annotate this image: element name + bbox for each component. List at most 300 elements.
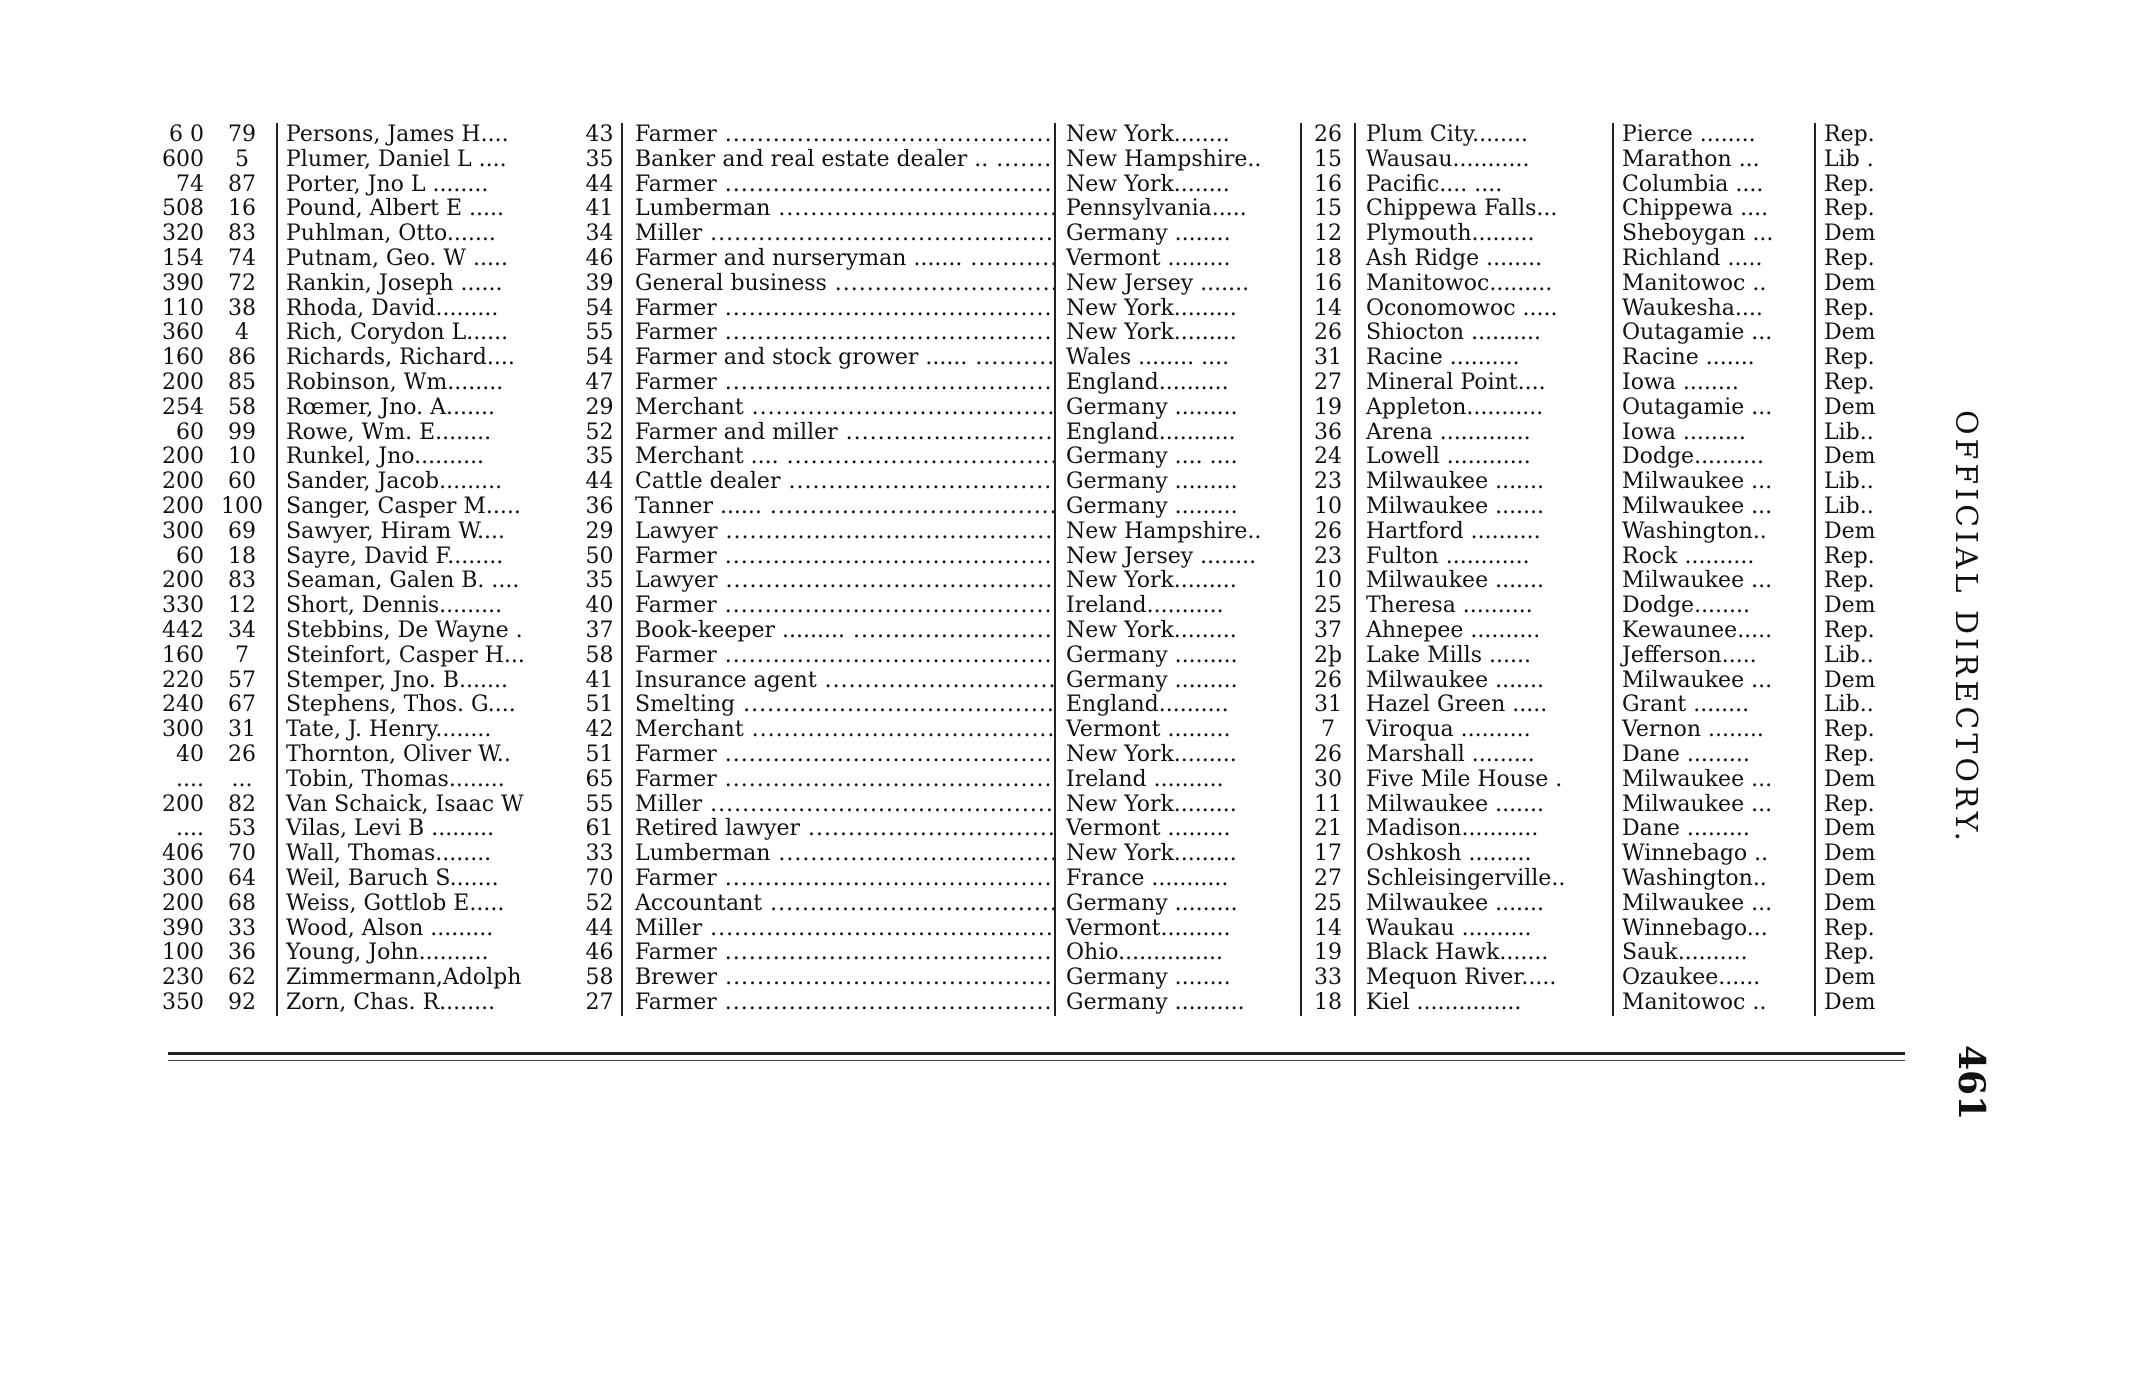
acres-cell: 200 [162,891,204,916]
politics-cell: Lib.. [1824,643,1874,668]
table-row [160,197,1905,222]
table-row [160,743,1905,768]
born-cell: New Hampshire.. [1056,148,1302,173]
name-cell: Van Schaick, Isaac W [286,792,524,817]
name-cell: Stemper, Jno. B....... [286,668,508,693]
born-cell: New York......... [1056,321,1302,346]
born-cell: Vermont.......... [1056,917,1302,942]
years-cell: 31 [1302,693,1356,718]
years-cell: 37 [1302,619,1356,644]
county-cell: Dane ......... [1614,817,1816,842]
years-cell: 19 [1302,396,1356,421]
acres-cell: 406 [162,842,204,867]
occupation-cell: Farmer ..... [623,297,1056,322]
table-row [160,247,1905,272]
name-cell: Thornton, Oliver W.. [286,742,511,767]
name-cell: Richards, Richard.... [286,346,515,371]
table-row [160,793,1905,818]
post-office-cell: Ahnepee .......... [1356,619,1614,644]
name-cell: Rœmer, Jno. A....... [286,395,495,420]
age-cell: 34 [578,222,623,247]
age-cell: 51 [578,743,623,768]
acres-cell: 360 [162,321,204,346]
county-cell: Rock .......... [1614,545,1816,570]
post-office-cell: Oconomowoc ..... [1356,297,1614,322]
acres-cell: 508 [162,197,204,222]
age-cell: 55 [578,321,623,346]
occupation-cell: Cattle dealer ..... [623,470,1056,495]
politics-cell: Lib.. [1824,693,1874,718]
post-office-cell: Hartford .......... [1356,520,1614,545]
county-cell: Milwaukee ... [1614,669,1816,694]
born-cell: Ireland........... [1056,594,1302,619]
age-cell: 52 [578,421,623,446]
county-cell: Dodge.......... [1614,445,1816,470]
acres-cell: .... [176,767,204,792]
residence-cell: 92 [208,991,278,1016]
age-cell: 54 [578,297,623,322]
born-cell: England........... [1056,421,1302,446]
occupation-cell: Farmer ..... [623,173,1056,198]
politics-cell: Rep. [1824,246,1875,271]
post-office-cell: Hazel Green ..... [1356,693,1614,718]
occupation-cell: Farmer ..... [623,867,1056,892]
name-cell: Plumer, Daniel L .... [286,147,507,172]
bottom-rule-thin [168,1060,1905,1061]
residence-cell: 4 [208,321,278,346]
years-cell: 26 [1302,321,1356,346]
occupation-cell: Merchant ..... [623,396,1056,421]
post-office-cell: Wausau........... [1356,148,1614,173]
residence-cell: 85 [208,371,278,396]
occupation-cell: Farmer ..... [623,594,1056,619]
post-office-cell: Waukau .......... [1356,917,1614,942]
residence-cell: 34 [208,619,278,644]
acres-cell: 100 [162,941,204,966]
born-cell: England.......... [1056,371,1302,396]
occupation-cell: Accountant ..... [623,892,1056,917]
residence-cell: 12 [208,594,278,619]
occupation-cell: Farmer and nurseryman ....... ..... [623,247,1056,272]
post-office-cell: Lake Mills ...... [1356,644,1614,669]
years-cell: 15 [1302,197,1356,222]
age-cell: 41 [578,669,623,694]
occupation-cell: Miller ..... [623,917,1056,942]
post-office-cell: Ash Ridge ........ [1356,247,1614,272]
occupation-cell: Lawyer ..... [623,520,1056,545]
residence-cell: 72 [208,272,278,297]
politics-cell: Dem [1824,271,1876,296]
acres-cell: 390 [162,916,204,941]
born-cell: New York......... [1056,619,1302,644]
county-cell: Milwaukee ... [1614,892,1816,917]
acres-cell: 200 [162,470,204,495]
table-row [160,297,1905,322]
acres-cell: 300 [162,866,204,891]
age-cell: 42 [578,718,623,743]
acres-cell: 600 [162,147,204,172]
post-office-cell: Five Mile House . [1356,768,1614,793]
age-cell: 58 [578,966,623,991]
born-cell: New Jersey ........ [1056,545,1302,570]
table-row [160,421,1905,446]
politics-cell: Rep. [1824,296,1875,321]
acres-cell: 6 0 [169,123,204,147]
occupation-cell: Farmer ..... [623,545,1056,570]
table-row [160,545,1905,570]
table-row [160,594,1905,619]
age-cell: 39 [578,272,623,297]
acres-cell: 40 [176,742,204,767]
county-cell: Milwaukee ... [1614,495,1816,520]
post-office-cell: Pacific.... .... [1356,173,1614,198]
name-cell: Putnam, Geo. W ..... [286,246,508,271]
name-cell: Zorn, Chas. R........ [286,990,496,1015]
politics-cell: Rep. [1824,916,1875,941]
politics-cell: Dem [1824,594,1876,619]
occupation-cell: Farmer ..... [623,321,1056,346]
years-cell: 10 [1302,495,1356,520]
residence-cell: 26 [208,743,278,768]
post-office-cell: Shiocton .......... [1356,321,1614,346]
born-cell: New York......... [1056,743,1302,768]
born-cell: Vermont ......... [1056,247,1302,272]
name-cell: Sayre, David F........ [286,544,504,569]
table-row [160,321,1905,346]
politics-cell: Dem [1824,668,1876,693]
age-cell: 58 [578,644,623,669]
residence-cell: 87 [208,173,278,198]
born-cell: New York........ [1056,123,1302,148]
occupation-cell: Insurance agent ..... [623,669,1056,694]
county-cell: Iowa ......... [1614,421,1816,446]
acres-cell: 230 [162,966,204,991]
residence-cell: 64 [208,867,278,892]
occupation-cell: Retired lawyer ..... [623,817,1056,842]
acres-cell: 110 [162,296,204,321]
table-row [160,222,1905,247]
occupation-cell: Farmer ..... [623,371,1056,396]
name-cell: Seaman, Galen B. .... [286,569,520,594]
acres-cell: 74 [176,172,204,197]
politics-cell: Dem [1824,222,1876,247]
age-cell: 50 [578,545,623,570]
years-cell: 15 [1302,148,1356,173]
county-cell: Jefferson..... [1614,644,1816,669]
occupation-cell: Tanner ...... ..... [623,495,1056,520]
years-cell: 18 [1302,991,1356,1016]
born-cell: Germany .... .... [1056,445,1302,470]
years-cell: 31 [1302,346,1356,371]
post-office-cell: Schleisingerville.. [1356,867,1614,892]
years-cell: 17 [1302,842,1356,867]
age-cell: 41 [578,197,623,222]
born-cell: France ........... [1056,867,1302,892]
acres-cell: 60 [176,420,204,445]
table-row [160,842,1905,867]
post-office-cell: Manitowoc......... [1356,272,1614,297]
born-cell: Germany ......... [1056,495,1302,520]
born-cell: New York........ [1056,173,1302,198]
residence-cell: 83 [208,222,278,247]
table-row [160,470,1905,495]
politics-cell: Rep. [1824,123,1875,147]
county-cell: Dodge........ [1614,594,1816,619]
born-cell: Germany ......... [1056,892,1302,917]
acres-cell: 220 [162,668,204,693]
residence-cell: 82 [208,793,278,818]
occupation-cell: Lawyer ..... [623,569,1056,594]
years-cell: 16 [1302,173,1356,198]
residence-cell: 57 [208,669,278,694]
post-office-cell: Milwaukee ....... [1356,669,1614,694]
post-office-cell: Marshall ......... [1356,743,1614,768]
table-row [160,346,1905,371]
name-cell: Puhlman, Otto....... [286,222,496,247]
residence-cell: 60 [208,470,278,495]
age-cell: 33 [578,842,623,867]
post-office-cell: Plymouth......... [1356,222,1614,247]
name-cell: Zimmermann,Adolph [286,966,522,991]
occupation-cell: Farmer ..... [623,644,1056,669]
residence-cell: 99 [208,421,278,446]
age-cell: 61 [578,817,623,842]
occupation-cell: Merchant .... ..... [623,445,1056,470]
occupation-cell: Miller ..... [623,222,1056,247]
age-cell: 55 [578,793,623,818]
years-cell: 27 [1302,371,1356,396]
age-cell: 54 [578,346,623,371]
politics-cell: Dem [1824,990,1876,1015]
county-cell: Richland ..... [1614,247,1816,272]
acres-cell: 300 [162,718,204,743]
residence-cell: 18 [208,545,278,570]
politics-cell: Dem [1824,817,1876,842]
born-cell: Germany .......... [1056,991,1302,1016]
politics-cell: Lib.. [1824,470,1874,495]
residence-cell: 69 [208,520,278,545]
residence-cell: 86 [208,346,278,371]
county-cell: Kewaunee..... [1614,619,1816,644]
age-cell: 44 [578,470,623,495]
age-cell: 40 [578,594,623,619]
county-cell: Washington.. [1614,867,1816,892]
residence-cell: 33 [208,917,278,942]
occupation-cell: Lumberman ..... [623,197,1056,222]
residence-cell: 83 [208,569,278,594]
years-cell: 33 [1302,966,1356,991]
residence-cell: 31 [208,718,278,743]
born-cell: New York......... [1056,297,1302,322]
years-cell: 30 [1302,768,1356,793]
table-row [160,718,1905,743]
occupation-cell: Farmer ..... [623,768,1056,793]
post-office-cell: Milwaukee ....... [1356,470,1614,495]
county-cell: Outagamie ... [1614,321,1816,346]
name-cell: Weiss, Gottlob E..... [286,891,505,916]
county-cell: Outagamie ... [1614,396,1816,421]
born-cell: Germany ......... [1056,470,1302,495]
residence-cell: 79 [208,123,278,148]
table-row [160,917,1905,942]
age-cell: 46 [578,247,623,272]
years-cell: 11 [1302,793,1356,818]
post-office-cell: Viroqua .......... [1356,718,1614,743]
age-cell: 29 [578,396,623,421]
table-row [160,669,1905,694]
born-cell: New York......... [1056,842,1302,867]
name-cell: Robinson, Wm........ [286,370,504,395]
acres-cell: 240 [162,693,204,718]
residence-cell: 62 [208,966,278,991]
acres-cell: 200 [162,494,204,519]
acres-cell: 200 [162,445,204,470]
occupation-cell: Miller ..... [623,793,1056,818]
county-cell: Manitowoc .. [1614,991,1816,1016]
county-cell: Chippewa .... [1614,197,1816,222]
politics-cell: Rep. [1824,792,1875,817]
county-cell: Sheboygan ... [1614,222,1816,247]
age-cell: 70 [578,867,623,892]
county-cell: Racine ....... [1614,346,1816,371]
age-cell: 43 [578,123,623,148]
residence-cell: 74 [208,247,278,272]
table-row [160,445,1905,470]
politics-cell: Dem [1824,842,1876,867]
table-row [160,569,1905,594]
years-cell: 12 [1302,222,1356,247]
residence-cell: 36 [208,941,278,966]
name-cell: Stebbins, De Wayne . [286,618,523,643]
table-row [160,148,1905,173]
county-cell: Winnebago... [1614,917,1816,942]
acres-cell: 154 [162,246,204,271]
name-cell: Tate, J. Henry........ [286,718,492,743]
politics-cell: Lib.. [1824,494,1874,519]
name-cell: Pound, Albert E ..... [286,197,504,222]
county-cell: Dane ......... [1614,743,1816,768]
county-cell: Columbia .... [1614,173,1816,198]
age-cell: 44 [578,173,623,198]
acres-cell: 254 [162,395,204,420]
acres-cell: .... [176,817,204,842]
occupation-cell: Merchant ..... [623,718,1056,743]
name-cell: Porter, Jno L ........ [286,172,489,197]
post-office-cell: Milwaukee ....... [1356,569,1614,594]
county-cell: Milwaukee ... [1614,768,1816,793]
residence-cell: 7 [208,644,278,669]
occupation-cell: Farmer and stock grower ...... ..... [623,346,1056,371]
age-cell: 35 [578,569,623,594]
name-cell: Rowe, Wm. E........ [286,420,492,445]
born-cell: Vermont ......... [1056,817,1302,842]
table-row [160,123,1905,148]
table-row [160,693,1905,718]
age-cell: 37 [578,619,623,644]
table-row [160,396,1905,421]
county-cell: Iowa ........ [1614,371,1816,396]
years-cell: 26 [1302,669,1356,694]
years-cell: 23 [1302,470,1356,495]
politics-cell: Rep. [1824,941,1875,966]
occupation-cell: Farmer and miller ..... [623,421,1056,446]
born-cell: New Jersey ....... [1056,272,1302,297]
name-cell: Runkel, Jno.......... [286,445,485,470]
table-row [160,619,1905,644]
name-cell: Rankin, Joseph ...... [286,271,503,296]
years-cell: 18 [1302,247,1356,272]
politics-cell: Lib.. [1824,420,1874,445]
born-cell: Ohio............... [1056,941,1302,966]
politics-cell: Dem [1824,866,1876,891]
residence-cell: ... [208,768,278,793]
politics-cell: Rep. [1824,346,1875,371]
acres-cell: 200 [162,370,204,395]
post-office-cell: Appleton........... [1356,396,1614,421]
side-running-title: OFFICIAL DIRECTORY. [1948,410,1983,846]
years-cell: 19 [1302,941,1356,966]
name-cell: Stephens, Thos. G.... [286,693,516,718]
acres-cell: 442 [162,618,204,643]
post-office-cell: Oshkosh ......... [1356,842,1614,867]
age-cell: 52 [578,892,623,917]
years-cell: 23 [1302,545,1356,570]
post-office-cell: Plum City........ [1356,123,1614,148]
table-row [160,173,1905,198]
residence-cell: 67 [208,693,278,718]
born-cell: New York......... [1056,569,1302,594]
years-cell: 25 [1302,594,1356,619]
acres-cell: 390 [162,271,204,296]
residence-cell: 68 [208,892,278,917]
occupation-cell: Farmer ..... [623,941,1056,966]
born-cell: England.......... [1056,693,1302,718]
age-cell: 27 [578,991,623,1016]
page-number: 461 [1950,1045,1992,1121]
table-row [160,991,1905,1016]
age-cell: 29 [578,520,623,545]
acres-cell: 200 [162,569,204,594]
county-cell: Marathon ... [1614,148,1816,173]
name-cell: Wood, Alson ......... [286,916,494,941]
age-cell: 36 [578,495,623,520]
politics-cell: Rep. [1824,197,1875,222]
table-row [160,892,1905,917]
post-office-cell: Milwaukee ....... [1356,495,1614,520]
years-cell: 16 [1302,272,1356,297]
acres-cell: 160 [162,346,204,371]
politics-cell: Rep. [1824,569,1875,594]
age-cell: 35 [578,148,623,173]
residence-cell: 16 [208,197,278,222]
name-cell: Rich, Corydon L...... [286,321,509,346]
table-row [160,644,1905,669]
age-cell: 51 [578,693,623,718]
politics-cell: Dem [1824,395,1876,420]
politics-cell: Rep. [1824,172,1875,197]
county-cell: Waukesha.... [1614,297,1816,322]
politics-cell: Dem [1824,321,1876,346]
years-cell: 25 [1302,892,1356,917]
name-cell: Sanger, Casper M..... [286,494,521,519]
years-cell: 26 [1302,520,1356,545]
years-cell: 26 [1302,743,1356,768]
directory-table [160,123,1905,1016]
politics-cell: Dem [1824,445,1876,470]
politics-cell: Rep. [1824,370,1875,395]
name-cell: Young, John.......... [286,941,489,966]
bottom-rule-thick [168,1052,1905,1055]
